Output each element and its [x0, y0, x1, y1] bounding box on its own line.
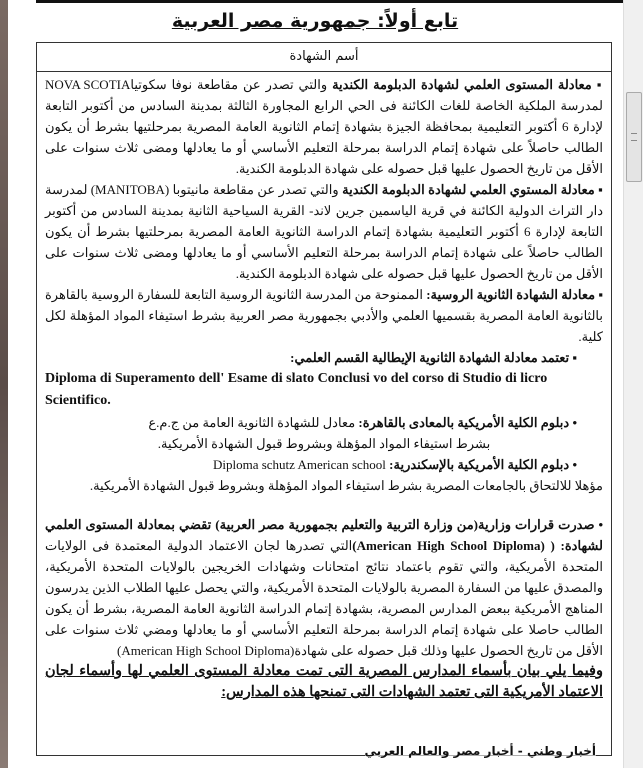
document-page — [8, 0, 622, 768]
item-alexandria-condition: مؤهلا للالتحاق بالجامعات المصرية بشرط استيفاء المواد المؤهلة وبشروط قبول الشهادة الأمريكية. — [89, 478, 603, 493]
item-canada-nova-scotia: ▪ معادلة المستوى العلمي لشهادة الدبلومة الكندية والتي تصدر عن مقاطعة نوفا سكوتياNOVA SCOTIA لمدرسة الملكية الخاصة للغات الكائنة فى الحي الرابع المجاورة الثالثة بمدينة السادس من أكتوبر التابعة لإدارة 6 أكتوبر التعليمية بمحافظة الجيزة بشهادة إتمام الثانوية العامة المصرية بمرحلتيها بشرط أن يكون الطالب حاصلاً على شهادة إتمام الدراسة بمرحلة التعليم الأساسي أو ما يعادلها ومضى ثلاث سنوات على الأقل من تاريخ الحصول عليها قبل حصوله على شهادة الدبلومة الكندية. — [45, 77, 603, 176]
top-rule — [36, 0, 626, 3]
watermark: أخبار وطني - أخبار مصر والعالم العربي — [364, 744, 596, 758]
window-edge — [0, 0, 8, 768]
page-title: تابع أولاً: جمهورية مصر العربية — [171, 10, 459, 32]
item-ministerial-decree: • صدرت قرارات وزارية(من وزارة التربية والتعليم بجمهورية مصر العربية) تقضي بمعادلة المستوى العلمي لشهادة: ( (American High School Diploma)التي تصدرها لجان الاعتماد الدولية المعتمدة فى الولايات المتحدة الأمريكية، والتي تقوم باعتماد نتائج امتحانات وشهادات الخريجين بالولايات المتحدة الأمريكية، والمصدق عليها من السفارة المصرية بالولايات المتحدة الأمريكية، والتي يحصل عليها الطلاب الذين يدرسون المناهج الأمريكية ببعض المدارس المصرية، بشهادة إتمام الدراسة الثانوية العامة المصرية، بشرط أن يكون الطالب حاصلا على شهادة إتمام الدراسة بمرحلة التعليم الأساسي أو ما يعادلها ومضي ثلاث سنوات على الأقل من تاريخ الحصول عليها وذلك قبل حصوله على شهادة(American High School Diploma) — [45, 517, 603, 658]
certificate-table — [36, 42, 612, 756]
table-header: أسم الشهادة — [37, 43, 611, 72]
item-maadi-college: • دبلوم الكلية الأمريكية بالمعادى بالقاهرة: معادل للشهادة الثانوية العامة من ج.م.ع — [148, 415, 577, 430]
scrollbar-thumb[interactable] — [626, 92, 642, 182]
italian-diploma-name: Diploma di Superamento dell' Esame di slato Conclusi vo del corso di Studio di licro Scientifico. — [45, 371, 548, 408]
vertical-scrollbar[interactable] — [623, 0, 643, 768]
item-canada-manitoba: ▪ معادلة المستوي العلمي لشهادة الدبلومة الكندية والتي تصدر عن مقاطعة مانيتوبا (MANITOBA) لمدرسة دار التراث الدولية الكائنة في قرية الياسمين جرين لاند- القرية السياحية الثانية بمدينة السادس من أكتوبر التابعة لإدارة 6 أكتوبر التعليمية بشهادة إتمام الدراسة الثانوية العامة المصرية بمرحلتيها بشرط أن يكون الطالب حاصلاً على شهادة إتمام الدراسة بمرحلة التعليم الأساسي أو ما يعادلها ومضى ثلاث سنوات على الأقل من تاريخ الحصول عليها قبل حصوله على شهادة الدبلومة الكندية. — [45, 182, 604, 281]
item-russian: ▪ معادلة الشهادة الثانوية الروسية: الممنوحة من المدرسة الثانوية الروسية التابعة للسفارة الروسية بالقاهرة بالثانوية العامة المصرية بقسميها العلمي والأدبي بجمهورية مصر العربية بشرط استيفاء المواد المؤهلة لكل كلية. — [45, 287, 603, 344]
table-content — [37, 72, 611, 705]
grip-icon — [631, 133, 637, 141]
closing-statement: وفيما يلي بيان بأسماء المدارس المصرية التى تمت معادلة المستوى العلمي لها وأسماء لجان الاعتماد الأمريكية التى تعتمد الشهادات التى تمنحها هذه المدارس: — [45, 663, 603, 700]
item-alexandria-college: • دبلوم الكلية الأمريكية بالإسكندرية: Diploma schutz American school — [212, 457, 577, 472]
item-maadi-condition: بشرط استيفاء المواد المؤهلة وبشروط قبول الشهادة الأمريكية. — [157, 436, 491, 451]
item-italian: ▪ تعتمد معادلة الشهادة الثانوية الإيطالية القسم العلمي: — [290, 350, 577, 365]
